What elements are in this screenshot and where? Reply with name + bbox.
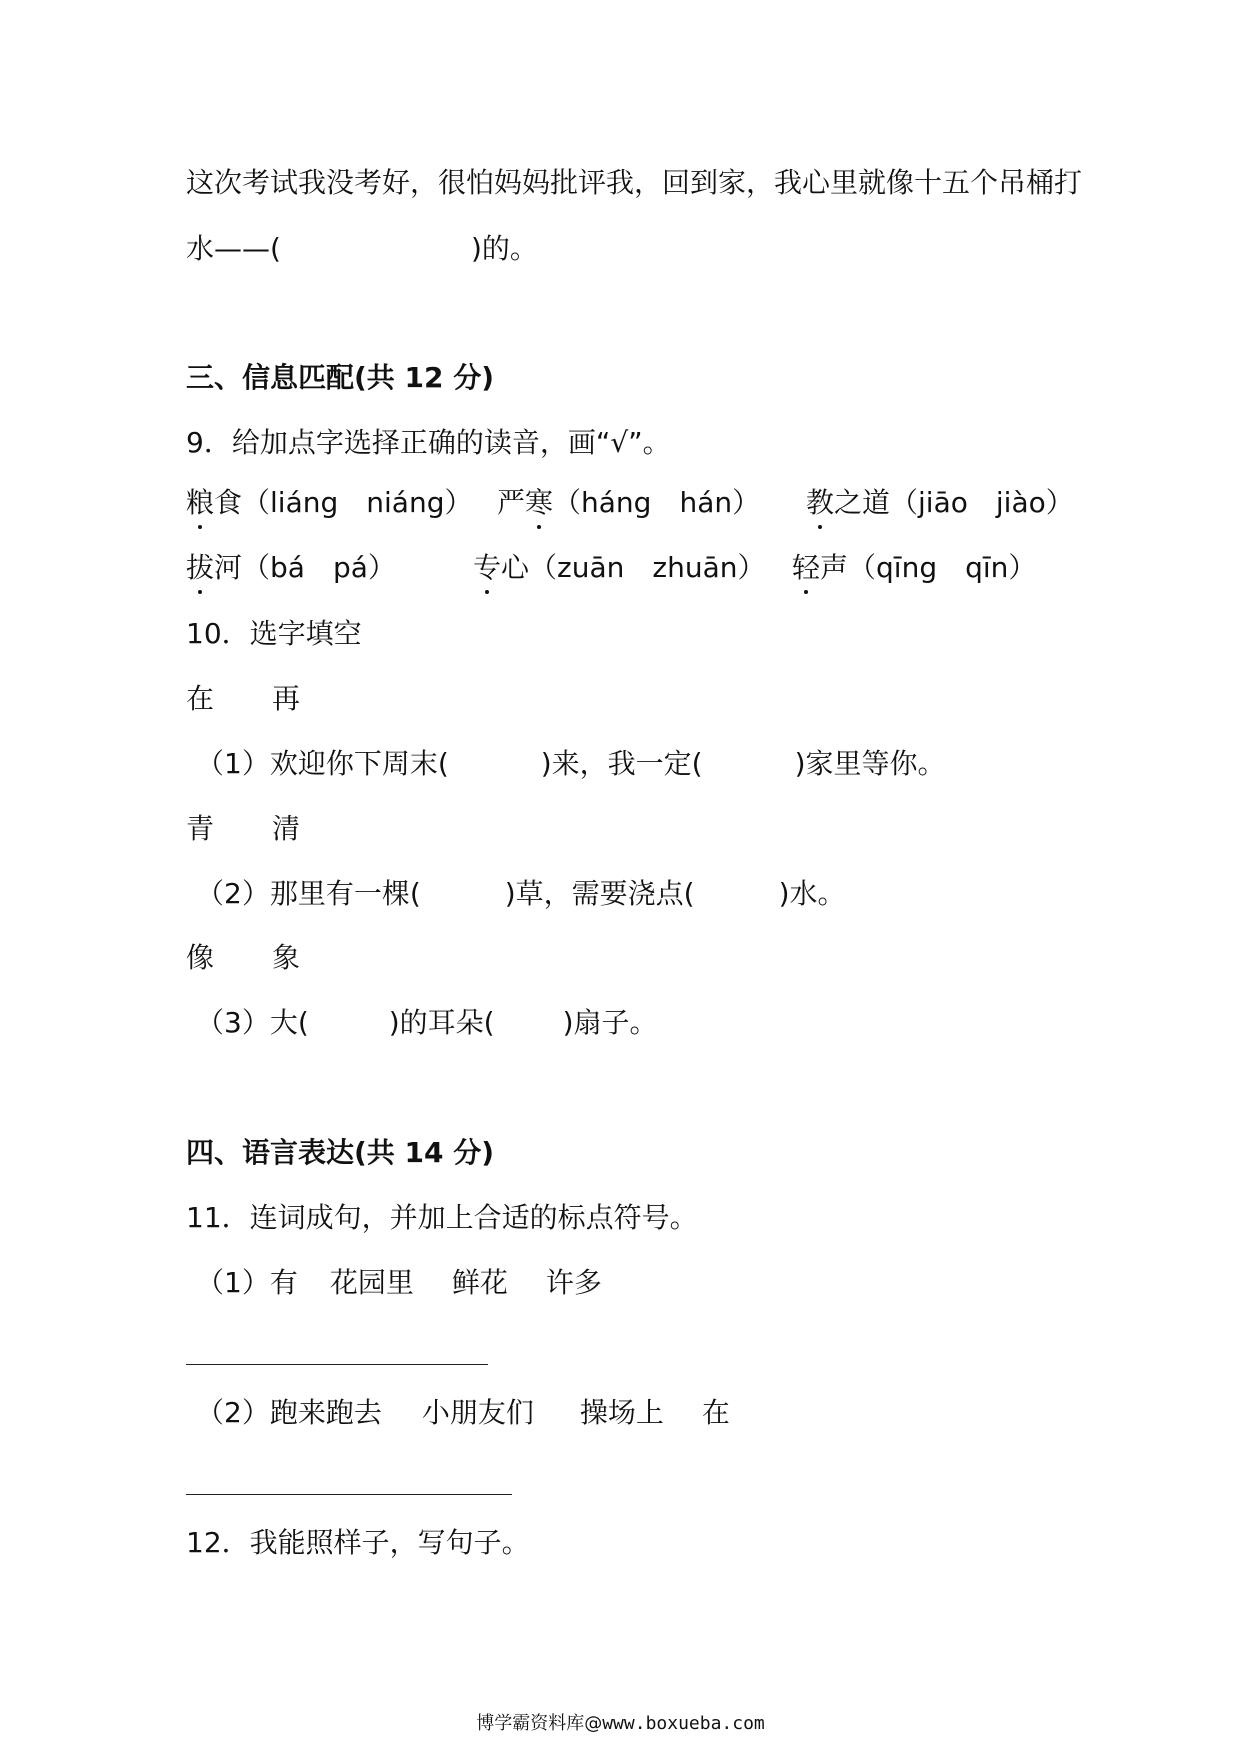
q9-item: 轻声（qīng qīn） xyxy=(792,548,1036,588)
q9-item: 拔河（bá pá） xyxy=(186,548,396,588)
word-card: 操场上 xyxy=(579,1396,664,1429)
section-3-title: 三、信息匹配(共 12 分) xyxy=(186,361,495,394)
char-choice-pair xyxy=(186,938,300,978)
char-choice-pair xyxy=(186,679,300,719)
char-choice: 象 xyxy=(272,941,301,974)
pinyin-options[interactable]: （jiāo jiào） xyxy=(890,486,1074,519)
q9-item: 专心（zuān zhuān） xyxy=(473,548,765,588)
pinyin-options[interactable]: （bá pá） xyxy=(242,551,396,584)
intro-line-2 xyxy=(186,229,538,269)
word-card: （1）有 xyxy=(196,1266,298,1299)
dotted-char: 拔 xyxy=(186,548,214,588)
word-card: 许多 xyxy=(545,1266,602,1299)
pinyin-options[interactable]: （qīng qīn） xyxy=(848,551,1037,584)
word-card: （2）跑来跑去 xyxy=(196,1396,382,1429)
char-choice: 在 xyxy=(186,682,215,715)
q10-item-2: （2）那里有一棵( )草，需要浇点( )水。 xyxy=(196,877,846,910)
dotted-char: 轻 xyxy=(792,548,820,588)
footer-watermark xyxy=(0,1712,1241,1736)
q9-item: 严寒（háng hán） xyxy=(497,483,760,523)
intro-line-1: 这次考试我没考好，很怕妈妈批评我，回到家，我心里就像十五个吊桶打 xyxy=(186,166,1083,199)
char-choice: 清 xyxy=(272,812,301,845)
word-card: 小朋友们 xyxy=(421,1396,534,1429)
dotted-char: 寒 xyxy=(525,483,553,523)
q11-item-1 xyxy=(196,1263,602,1303)
char-choice: 像 xyxy=(186,941,215,974)
q9-prompt: 9．给加点字选择正确的读音，画“√”。 xyxy=(186,426,671,459)
section-4-title: 四、语言表达(共 14 分) xyxy=(186,1136,495,1169)
char-choice: 青 xyxy=(186,812,215,845)
dotted-char: 粮 xyxy=(186,483,214,523)
char-choice: 再 xyxy=(272,682,301,715)
intro-line-2-post: )的。 xyxy=(470,232,538,265)
footer-brand: 博学霸资料库@ xyxy=(476,1713,603,1734)
q10-prompt: 10．选字填空 xyxy=(186,617,362,650)
q9-item: 教之道（jiāo jiào） xyxy=(806,483,1074,523)
pinyin-options[interactable]: （zuān zhuān） xyxy=(529,551,766,584)
q11-item-2 xyxy=(196,1393,730,1433)
pinyin-options[interactable]: （háng hán） xyxy=(553,486,761,519)
word-card: 花园里 xyxy=(329,1266,414,1299)
footer-url[interactable]: www.boxueba.com xyxy=(602,1713,765,1734)
q11-prompt: 11．连词成句，并加上合适的标点符号。 xyxy=(186,1201,698,1234)
q12-prompt: 12．我能照样子，写句子。 xyxy=(186,1526,530,1559)
pinyin-options[interactable]: （liáng niáng） xyxy=(242,486,473,519)
dotted-char: 专 xyxy=(473,548,501,588)
q10-item-3: （3）大( )的耳朵( )扇子。 xyxy=(196,1006,658,1039)
intro-line-2-pre: 水——( xyxy=(186,232,281,265)
word-card: 在 xyxy=(701,1396,730,1429)
answer-line[interactable] xyxy=(186,1494,512,1495)
q10-item-1: （1）欢迎你下周末( )来，我一定( )家里等你。 xyxy=(196,747,946,780)
q9-item: 粮食（liáng niáng） xyxy=(186,483,472,523)
dotted-char: 教 xyxy=(806,483,834,523)
char-choice-pair xyxy=(186,809,300,849)
word-card: 鲜花 xyxy=(451,1266,508,1299)
answer-line[interactable] xyxy=(186,1364,488,1365)
